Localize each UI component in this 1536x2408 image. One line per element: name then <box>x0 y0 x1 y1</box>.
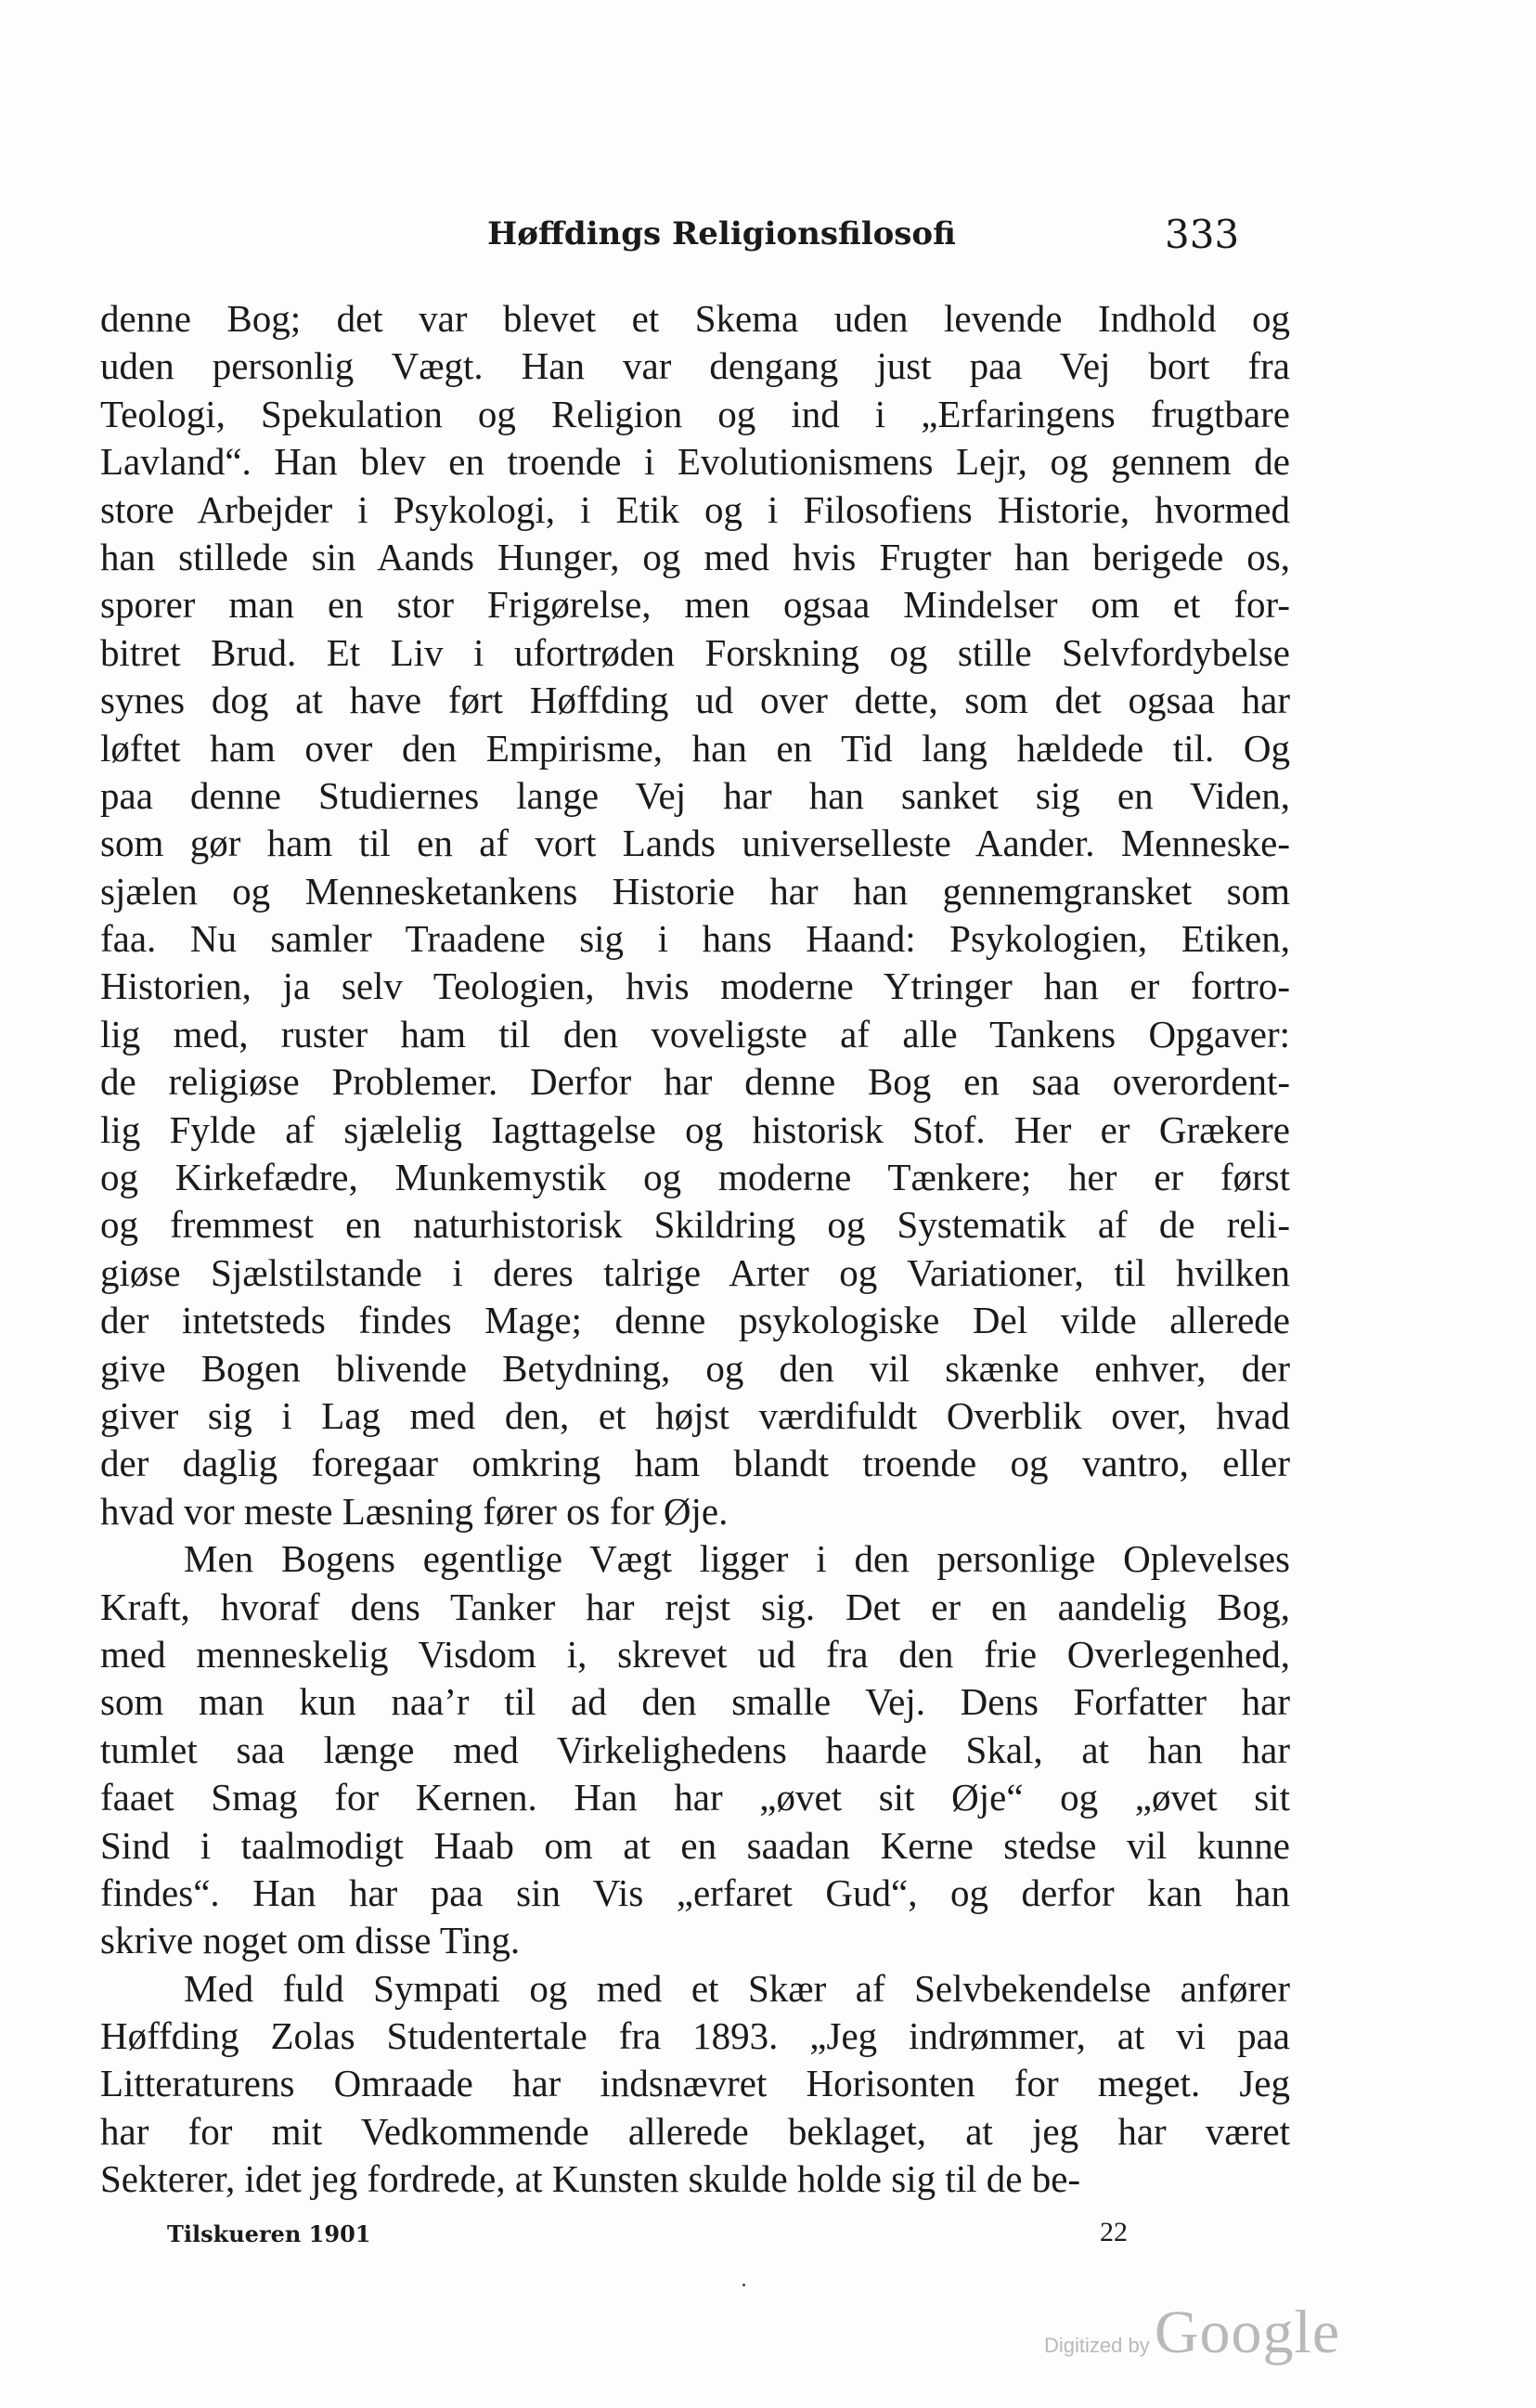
text-line: give Bogen blivende Betydning, og den vil skænke enhver, der <box>100 1346 1290 1390</box>
text-line: sporer man en stor Frigørelse, men ogsaa Mindelser om et for- <box>100 583 1290 627</box>
text-line: bitret Brud. Et Liv i ufortrøden Forskning og stille Selvfordybelse <box>100 630 1290 674</box>
text-line: tumlet saa længe med Virkelighedens haarde Skal, at han har <box>100 1728 1290 1771</box>
text-line: med menneskelig Visdom i, skrevet ud fra den frie Overlegenhed, <box>100 1632 1290 1676</box>
watermark-brand-logo: Google <box>1154 2298 1341 2366</box>
page-number: 333 <box>1165 212 1240 257</box>
text-line: lig Fylde af sjælelig Iagttagelse og historisk Stof. Her er Grækere <box>100 1107 1290 1151</box>
text-line: Lavland“. Han blev en troende i Evolutionismens Lejr, og gennem de <box>100 440 1290 484</box>
text-line: denne Bog; det var blevet et Skema uden levende Indhold og <box>100 297 1290 340</box>
footer-signature: Tilskueren 1901 <box>167 2220 371 2247</box>
text-line: synes dog at have ført Høffding ud over dette, som det ogsaa har <box>100 679 1290 722</box>
digitized-watermark <box>1044 2298 1340 2368</box>
text-line: han stillede sin Aands Hunger, og med hvis Frugter han berigede os, <box>100 535 1290 578</box>
text-line: faa. Nu samler Traadene sig i hans Haand: Psykologien, Etiken, <box>100 917 1290 961</box>
text-line: sjælen og Mennesketankens Historie har han gennemgransket som <box>100 869 1290 913</box>
text-line: har for mit Vedkommende allerede beklaget, at jeg har været <box>100 2109 1290 2153</box>
text-line: de religiøse Problemer. Derfor har denne Bog en saa overordent- <box>100 1060 1290 1104</box>
watermark-prefix: Digitized by <box>1044 2334 1150 2357</box>
text-line: Litteraturens Omraade har indsnævret Horisonten for meget. Jeg <box>100 2062 1290 2105</box>
text-line: Kraft, hvoraf dens Tanker har rejst sig. Det er en aandelig Bog, <box>100 1585 1290 1628</box>
text-line: der intetsteds findes Mage; denne psykologiske Del vilde allerede <box>100 1299 1290 1342</box>
paragraph <box>100 1965 1290 2204</box>
text-line: og fremmest en naturhistorisk Skildring og Systematik af de reli- <box>100 1203 1290 1247</box>
text-line: Sekterer, idet jeg fordrede, at Kunsten skulde holde sig til de be- <box>100 2157 1081 2201</box>
footer-sheet-number: 22 <box>1100 2217 1128 2247</box>
text-line: findes“. Han har paa sin Vis „erfaret Gud“, og derfor kan han <box>100 1871 1290 1914</box>
text-line: skrive noget om disse Ting. <box>100 1919 521 1962</box>
text-line: løftet ham over den Empirisme, han en Tid lang hældede til. Og <box>100 726 1290 770</box>
text-line: Teologi, Spekulation og Religion og ind i „Erfaringens frugtbare <box>100 392 1290 435</box>
text-line: Sind i taalmodigt Haab om at en saadan Kerne stedse vil kunne <box>100 1823 1290 1867</box>
text-line: som man kun naa’r til ad den smalle Vej. Dens Forfatter har <box>100 1680 1290 1724</box>
running-header-title: Høffdings Religionsfilosofi <box>487 215 956 252</box>
paragraph <box>100 295 1290 1535</box>
text-line: hvad vor meste Læsning fører os for Øje. <box>100 1489 729 1533</box>
text-line: Høffding Zolas Studentertale fra 1893. „Jeg indrømmer, at vi paa <box>100 2014 1290 2058</box>
text-line: og Kirkefædre, Munkemystik og moderne Tænkere; her er først <box>100 1156 1290 1199</box>
stray-mark <box>742 2284 745 2286</box>
text-line: giøse Sjælstilstande i deres talrige Arter og Variationer, til hvilken <box>100 1250 1290 1294</box>
text-line: der daglig foregaar omkring ham blandt troende og vantro, eller <box>100 1442 1290 1485</box>
text-line: Med fuld Sympati og med et Skær af Selvbekendelse anfører <box>184 1966 1290 2010</box>
text-line: uden personlig Vægt. Han var dengang just paa Vej bort fra <box>100 344 1290 388</box>
text-line: store Arbejder i Psykologi, i Etik og i Filosofiens Historie, hvormed <box>100 487 1290 531</box>
text-line: Men Bogens egentlige Vægt ligger i den personlige Oplevelses <box>184 1537 1290 1581</box>
text-line: giver sig i Lag med den, et højst værdifuldt Overblik over, hvad <box>100 1393 1290 1437</box>
text-line: som gør ham til en af vort Lands universelleste Aander. Menneske- <box>100 822 1290 865</box>
text-line: lig med, ruster ham til den voveligste af alle Tankens Opgaver: <box>100 1012 1290 1055</box>
text-line: Historien, ja selv Teologien, hvis moderne Ytringer han er fortro- <box>100 964 1290 1008</box>
body-text <box>100 295 1290 2204</box>
paragraph <box>100 1535 1290 1965</box>
text-line: faaet Smag for Kernen. Han har „øvet sit Øje“ og „øvet sit <box>100 1776 1290 1819</box>
text-line: paa denne Studiernes lange Vej har han sanket sig en Viden, <box>100 773 1290 817</box>
